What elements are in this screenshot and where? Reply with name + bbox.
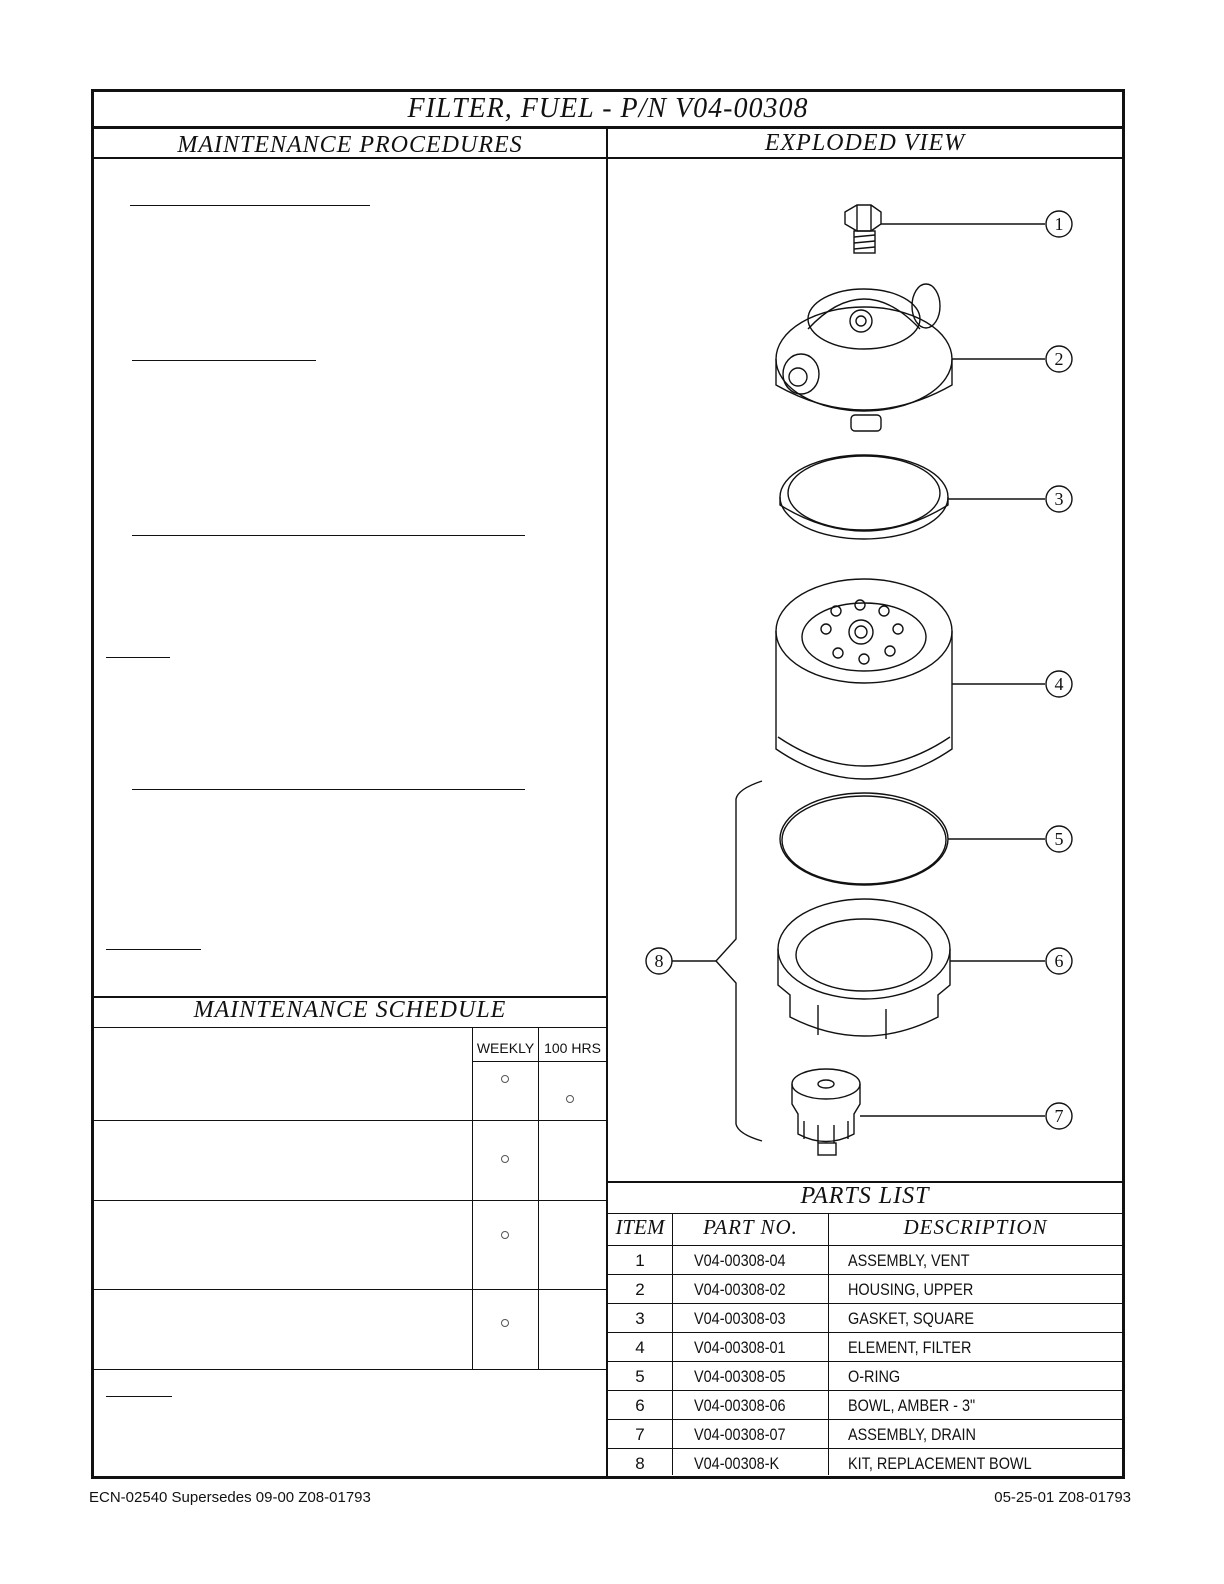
- parts-list-row: [608, 1332, 1122, 1362]
- procedure-note-rule: [106, 657, 170, 658]
- item-column-header: ITEM: [615, 1215, 665, 1239]
- item-number: 3: [635, 1309, 645, 1328]
- drain-assembly-part: [792, 1069, 1045, 1155]
- upper-housing-part: [776, 284, 1045, 431]
- part-description: BOWL, AMBER - 3": [848, 1396, 976, 1415]
- part-number: V04-00308-06: [694, 1396, 786, 1415]
- part-description: KIT, REPLACEMENT BOWL: [848, 1454, 1032, 1473]
- item-number: 1: [635, 1251, 645, 1270]
- procedure-heading-rule: [132, 789, 525, 790]
- schedule-row-rule: [94, 1289, 607, 1290]
- parts-list-heading-rule: [608, 1213, 1122, 1214]
- page-title: FILTER, FUEL - P/N V04-00308: [94, 92, 1122, 129]
- description-column-header: DESCRIPTION: [903, 1215, 1048, 1239]
- schedule-row-rule: [94, 1200, 607, 1201]
- weekly-column-header: WEEKLY: [476, 1040, 535, 1056]
- part-description: GASKET, SQUARE: [848, 1309, 975, 1328]
- schedule-heading-rule: [94, 1027, 607, 1028]
- square-gasket-part: [780, 455, 1045, 539]
- parts-list-row: [608, 1448, 1122, 1478]
- vent-assembly-part: [845, 205, 1045, 253]
- item-number: 6: [635, 1396, 645, 1415]
- parts-list-row: [608, 1419, 1122, 1449]
- part-description: ASSEMBLY, VENT: [848, 1251, 970, 1270]
- item-number: 4: [635, 1338, 645, 1357]
- item-number: 7: [635, 1425, 645, 1444]
- callout-7: 7: [1054, 1106, 1064, 1126]
- schedule-mark: [501, 1231, 509, 1239]
- parts-list-row: [608, 1390, 1122, 1420]
- parts-list-row: [608, 1361, 1122, 1391]
- schedule-note-rule: [106, 1396, 172, 1397]
- footer-left: ECN-02540 Supersedes 09-00 Z08-01793: [89, 1489, 371, 1506]
- parts-list-row: [608, 1245, 1122, 1275]
- schedule-mark: [501, 1075, 509, 1083]
- bowl-part: [778, 899, 1045, 1039]
- parts-list-heading: PARTS LIST: [800, 1183, 930, 1209]
- schedule-col-divider: [472, 1027, 473, 1369]
- schedule-row-rule: [94, 1120, 607, 1121]
- schedule-row-rule: [94, 1369, 607, 1370]
- item-number: 2: [635, 1280, 645, 1299]
- maintenance-procedures-heading: MAINTENANCE PROCEDURES: [177, 132, 523, 158]
- footer-right: 05-25-01 Z08-01793: [994, 1489, 1131, 1506]
- part-no-column-header: PART NO.: [703, 1215, 798, 1239]
- part-description: ELEMENT, FILTER: [848, 1338, 972, 1357]
- schedule-mark: [501, 1319, 509, 1327]
- procedure-heading-rule: [132, 535, 525, 536]
- part-description: ASSEMBLY, DRAIN: [848, 1425, 976, 1444]
- callout-6: 6: [1054, 951, 1064, 971]
- callout-1: 1: [1054, 214, 1064, 234]
- procedure-heading-rule: [130, 205, 370, 206]
- callout-3: 3: [1054, 489, 1064, 509]
- replacement-bowl-kit-bracket: [671, 781, 762, 1141]
- parts-list-row: [608, 1274, 1122, 1304]
- part-number: V04-00308-K: [694, 1454, 780, 1473]
- procedure-heading-rule: [132, 360, 316, 361]
- maintenance-schedule-heading: MAINTENANCE SCHEDULE: [193, 997, 507, 1023]
- schedule-mark: [566, 1095, 574, 1103]
- part-number: V04-00308-02: [694, 1280, 786, 1299]
- part-number: V04-00308-07: [694, 1425, 786, 1444]
- part-description: O-RING: [848, 1367, 901, 1386]
- part-number: V04-00308-04: [694, 1251, 786, 1270]
- callout-4: 4: [1054, 674, 1064, 694]
- part-number: V04-00308-05: [694, 1367, 786, 1386]
- callout-8: 8: [654, 951, 664, 971]
- o-ring-part: [780, 793, 1045, 885]
- procedure-note-rule: [106, 949, 201, 950]
- callout-2: 2: [1054, 349, 1064, 369]
- exploded-view-heading: EXPLODED VIEW: [764, 130, 966, 156]
- item-number: 8: [635, 1454, 645, 1473]
- parts-list-row: [608, 1303, 1122, 1333]
- filter-element-part: [776, 579, 1045, 779]
- schedule-subheader-rule: [472, 1061, 607, 1062]
- part-number: V04-00308-01: [694, 1338, 786, 1357]
- schedule-col-divider: [538, 1027, 539, 1369]
- callout-5: 5: [1054, 829, 1064, 849]
- part-description: HOUSING, UPPER: [848, 1280, 974, 1299]
- exploded-view-drawing: [608, 159, 1122, 1181]
- 100hrs-column-header: 100 HRS: [544, 1040, 601, 1056]
- part-number: V04-00308-03: [694, 1309, 786, 1328]
- schedule-mark: [501, 1155, 509, 1163]
- item-number: 5: [635, 1367, 645, 1386]
